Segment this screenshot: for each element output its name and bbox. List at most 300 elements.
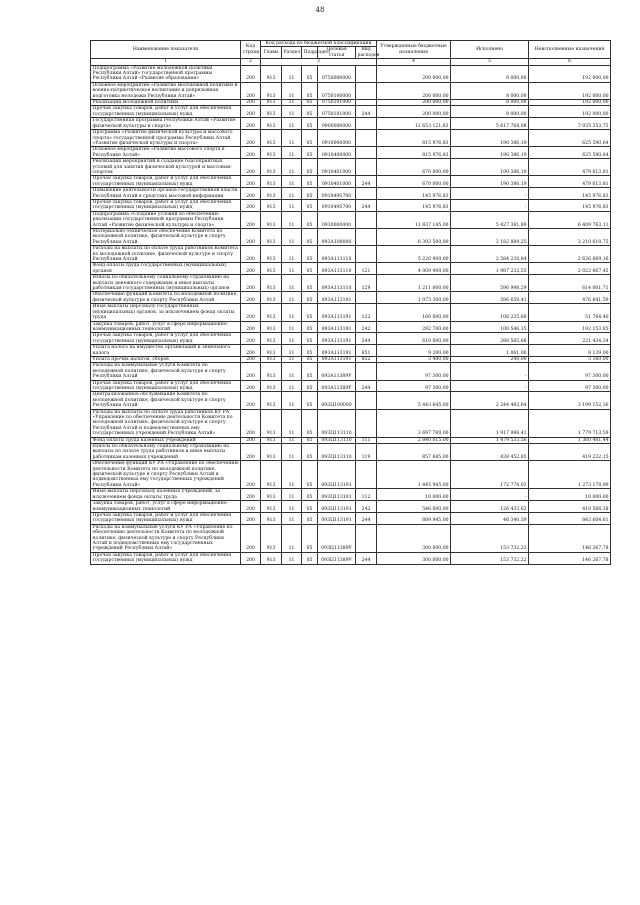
row-code: 200 <box>241 489 261 501</box>
row-main-code: 913 <box>261 159 282 176</box>
row-expense-type: 244 <box>356 333 377 345</box>
row-code: 200 <box>241 65 261 82</box>
row-executed: 153 732,22 <box>451 552 529 564</box>
row-name: Основное мероприятие «Развитие массового спорта в Республике Алтай» <box>91 147 241 159</box>
row-executed: 1 917 986,41 <box>451 409 529 437</box>
row-expense-type <box>356 461 377 489</box>
table-row <box>91 345 611 357</box>
row-approved: 200 000,00 <box>377 82 451 99</box>
row-main-code: 913 <box>261 444 282 461</box>
row-target-article: 0750101000 <box>318 106 356 118</box>
row-subsection: 05 <box>302 82 318 99</box>
row-expense-type: 122 <box>356 304 377 321</box>
row-name: Государственная программа Республики Алтай «Развитие физической культуры и спорта» <box>91 118 241 130</box>
row-main-code: 913 <box>261 292 282 304</box>
row-approved: 857 685,00 <box>377 444 451 461</box>
row-expense-type <box>356 130 377 147</box>
row-code: 200 <box>241 292 261 304</box>
row-target-article: 0910401000 <box>318 159 356 176</box>
row-unexecuted: 192 153,85 <box>529 321 611 333</box>
row-executed: - <box>451 363 529 380</box>
row-subsection: 05 <box>302 501 318 513</box>
row-unexecuted: 2 636 669,16 <box>529 246 611 263</box>
row-name: Уплата прочих налогов, сборов <box>91 356 241 362</box>
row-expense-type <box>356 246 377 263</box>
row-executed: 438 452,85 <box>451 444 529 461</box>
row-approved: 2 840 015,00 <box>377 437 451 443</box>
table-row <box>91 292 611 304</box>
row-section: 11 <box>282 392 302 409</box>
row-executed: 5 427 381,89 <box>451 211 529 228</box>
row-executed: 8 000,00 <box>451 106 529 118</box>
row-section: 11 <box>282 409 302 437</box>
row-section: 11 <box>282 461 302 489</box>
row-approved: 200 000,00 <box>377 65 451 82</box>
row-expense-type <box>356 118 377 130</box>
row-subsection: 05 <box>302 106 318 118</box>
row-target-article: 093Ц100000 <box>318 392 356 409</box>
row-name: Взносы по обязательному социальному страхованию на выплаты денежного содержания и иные выплаты работникам государственных (муниципальных) органов <box>91 275 241 292</box>
row-main-code: 913 <box>261 246 282 263</box>
row-unexecuted: 10 000,00 <box>529 489 611 501</box>
row-unexecuted: 97 300,00 <box>529 380 611 392</box>
row-target-article: 091049S700 <box>318 199 356 211</box>
row-subsection: 05 <box>302 437 318 443</box>
row-subsection: 05 <box>302 246 318 263</box>
row-target-article: 091049S700 <box>318 188 356 200</box>
row-unexecuted: 221 434,34 <box>529 333 611 345</box>
row-main-code: 913 <box>261 211 282 228</box>
row-subsection: 05 <box>302 552 318 564</box>
row-name: Прочая закупка товаров, работ и услуг для обеспечения государственных (муниципальных) нужд <box>91 176 241 188</box>
row-executed: 2 244 492,64 <box>451 392 529 409</box>
row-approved: 292 700,00 <box>377 321 451 333</box>
row-name: Закупка товаров, работ, услуг в сфере информационно-коммуникационных технологий <box>91 501 241 513</box>
row-code: 200 <box>241 176 261 188</box>
row-subsection: 05 <box>302 489 318 501</box>
row-name: Программа «Развитие физической культуры и массового спорта» государственной программы Республики Алтай «Развитие физической культуры и спорта» <box>91 130 241 147</box>
row-name: Прочая закупка товаров, работ и услуг для обеспечения государственных (муниципальных) нужд <box>91 106 241 118</box>
row-name: Расходы на коммунальные услуги КУ РА «Управление по обеспечению деятельности Комитета по молодежной политике, физической культуре и спорту Республики Алтай и подведомственных ему государственных учреждений Республики Алтай» <box>91 524 241 552</box>
row-executed: - <box>451 188 529 200</box>
row-code: 200 <box>241 106 261 118</box>
table-row <box>91 82 611 99</box>
row-unexecuted: 192 000,00 <box>529 106 611 118</box>
row-code: 200 <box>241 147 261 159</box>
row-approved: 200 000,00 <box>377 100 451 106</box>
row-target-article: 0930000000 <box>318 211 356 228</box>
row-name: Закупка товаров, работ, услуг в сфере информационно-коммуникационных технологий <box>91 321 241 333</box>
row-subsection: 05 <box>302 512 318 524</box>
row-target-article: 093Ц113110 <box>318 409 356 437</box>
header-row-1 <box>91 41 611 47</box>
row-expense-type <box>356 188 377 200</box>
row-subsection: 05 <box>302 211 318 228</box>
row-approved: 4 009 900,00 <box>377 263 451 275</box>
row-name: Фонд оплаты труда государственных (муниципальных) органов <box>91 263 241 275</box>
row-approved: 300 000,00 <box>377 524 451 552</box>
table-row <box>91 392 611 409</box>
row-executed: 190 386,19 <box>451 147 529 159</box>
row-expense-type: 244 <box>356 199 377 211</box>
row-code: 200 <box>241 229 261 246</box>
row-executed: - <box>451 199 529 211</box>
row-target-article: 093Ц113191 <box>318 489 356 501</box>
row-main-code: 913 <box>261 100 282 106</box>
row-executed: 8 000,00 <box>451 65 529 82</box>
row-code: 200 <box>241 356 261 362</box>
row-approved: 610 000,00 <box>377 333 451 345</box>
row-name: Фонд оплаты труда казенных учреждений <box>91 437 241 443</box>
row-unexecuted: 1 779 713,59 <box>529 409 611 437</box>
row-approved: 815 976,83 <box>377 130 451 147</box>
row-executed: 190 386,19 <box>451 176 529 188</box>
row-main-code: 913 <box>261 552 282 564</box>
row-subsection: 05 <box>302 363 318 380</box>
row-section: 11 <box>282 147 302 159</box>
row-unexecuted: 419 232,15 <box>529 444 611 461</box>
row-target-article: 0750100000 <box>318 82 356 99</box>
row-subsection: 05 <box>302 199 318 211</box>
row-target-article: 093Ц11389У <box>318 524 356 552</box>
row-unexecuted: 146 267,78 <box>529 524 611 552</box>
row-executed: 153 732,22 <box>451 524 529 552</box>
row-code: 200 <box>241 211 261 228</box>
row-code: 200 <box>241 275 261 292</box>
row-section: 11 <box>282 275 302 292</box>
row-main-code: 913 <box>261 229 282 246</box>
row-code: 200 <box>241 461 261 489</box>
row-expense-type: 242 <box>356 321 377 333</box>
row-subsection: 05 <box>302 159 318 176</box>
row-approved: 6 393 500,00 <box>377 229 451 246</box>
row-code: 200 <box>241 444 261 461</box>
row-subsection: 05 <box>302 304 318 321</box>
row-target-article: 093Ц113110 <box>318 437 356 443</box>
row-main-code: 913 <box>261 188 282 200</box>
row-executed: 2 584 230,84 <box>451 246 529 263</box>
row-target-article: 093А11389У <box>318 380 356 392</box>
row-executed: 8 000,00 <box>451 82 529 99</box>
row-code: 200 <box>241 501 261 513</box>
row-subsection: 05 <box>302 130 318 147</box>
row-unexecuted: 3 160,00 <box>529 356 611 362</box>
row-name: Материально-техническое обеспечение Комитета по молодежной политике, физической культуре и спорту Республики Алтай <box>91 229 241 246</box>
row-approved: 12 653 121,83 <box>377 118 451 130</box>
row-section: 11 <box>282 100 302 106</box>
row-approved: 1 211 000,00 <box>377 275 451 292</box>
row-approved: 5 220 900,00 <box>377 246 451 263</box>
row-section: 11 <box>282 304 302 321</box>
table-row <box>91 444 611 461</box>
row-code: 200 <box>241 82 261 99</box>
header-subsection: Подраздел <box>302 47 318 59</box>
row-approved: 5 443 645,00 <box>377 392 451 409</box>
col-index: 1 <box>91 59 241 65</box>
row-executed: 240,00 <box>451 356 529 362</box>
row-name: Уплата налога на имущество организаций и земельного налога <box>91 345 241 357</box>
row-code: 200 <box>241 552 261 564</box>
row-target-article: 093А113191 <box>318 292 356 304</box>
row-section: 11 <box>282 489 302 501</box>
table-row <box>91 229 611 246</box>
row-expense-type <box>356 524 377 552</box>
row-approved: 10 000,00 <box>377 489 451 501</box>
row-unexecuted: 6 409 763,11 <box>529 211 611 228</box>
row-executed: - <box>451 489 529 501</box>
header-target: Целевая статья <box>318 47 356 59</box>
row-name: Реализация молодежной политики <box>91 100 241 106</box>
row-target-article: 093Ц113110 <box>318 444 356 461</box>
row-main-code: 913 <box>261 118 282 130</box>
row-name: Подпрограмма «Создание условий по обеспечению реализации государственной программы Республики Алтай «Развитие физической культуры и спорта» <box>91 211 241 228</box>
row-unexecuted: 625 590,64 <box>529 130 611 147</box>
row-main-code: 913 <box>261 65 282 82</box>
row-code: 200 <box>241 118 261 130</box>
row-name: Расходы на коммунальные услуги Комитета по молодежной политике, физической культуре и спорту Республики Алтай <box>91 363 241 380</box>
table-row <box>91 65 611 82</box>
row-approved: 97 300,00 <box>377 363 451 380</box>
row-main-code: 913 <box>261 176 282 188</box>
table-row <box>91 552 611 564</box>
row-expense-type: 244 <box>356 176 377 188</box>
row-code: 200 <box>241 159 261 176</box>
row-approved: 11 837 145,00 <box>377 211 451 228</box>
table-row <box>91 304 611 321</box>
col-index: 6 <box>529 59 611 65</box>
row-section: 11 <box>282 512 302 524</box>
row-main-code: 913 <box>261 512 282 524</box>
table-row <box>91 106 611 118</box>
row-name: Подпрограмма «Развитие молодежной политики Республики Алтай» государственной программы Республики Алтай «Развитие образования» <box>91 65 241 82</box>
row-section: 11 <box>282 333 302 345</box>
row-section: 11 <box>282 211 302 228</box>
row-subsection: 05 <box>302 292 318 304</box>
row-main-code: 913 <box>261 263 282 275</box>
row-target-article: 093Ц113191 <box>318 501 356 513</box>
row-executed: 1 061,00 <box>451 345 529 357</box>
row-main-code: 913 <box>261 489 282 501</box>
row-target-article: 093А100000 <box>318 229 356 246</box>
row-section: 11 <box>282 552 302 564</box>
row-name: Обеспечение функций Комитета по молодежной политике, физической культуре и спорту Республики Алтай <box>91 292 241 304</box>
row-section: 11 <box>282 292 302 304</box>
row-code: 200 <box>241 333 261 345</box>
row-executed: 596 998,29 <box>451 275 529 292</box>
row-unexecuted: 192 000,00 <box>529 100 611 106</box>
row-code: 200 <box>241 199 261 211</box>
row-section: 11 <box>282 199 302 211</box>
row-expense-type: 121 <box>356 263 377 275</box>
row-executed: 5 617 768,08 <box>451 118 529 130</box>
row-subsection: 05 <box>302 444 318 461</box>
row-main-code: 913 <box>261 199 282 211</box>
row-expense-type: 244 <box>356 380 377 392</box>
row-expense-type <box>356 292 377 304</box>
row-subsection: 05 <box>302 188 318 200</box>
row-section: 11 <box>282 188 302 200</box>
row-subsection: 05 <box>302 275 318 292</box>
row-target-article: 093Ц113191 <box>318 512 356 524</box>
row-section: 11 <box>282 524 302 552</box>
row-expense-type: 129 <box>356 275 377 292</box>
row-expense-type: 244 <box>356 512 377 524</box>
row-section: 11 <box>282 246 302 263</box>
row-section: 11 <box>282 363 302 380</box>
row-unexecuted: 614 001,71 <box>529 275 611 292</box>
row-main-code: 913 <box>261 524 282 552</box>
row-code: 200 <box>241 130 261 147</box>
row-target-article: 093А113191 <box>318 356 356 362</box>
row-expense-type: 244 <box>356 106 377 118</box>
table-row <box>91 501 611 513</box>
header-executed: Исполнено <box>451 41 529 59</box>
row-name: Иные выплаты персоналу казенных учреждений, за исключением фонда оплаты труда <box>91 489 241 501</box>
table-row <box>91 211 611 228</box>
row-section: 11 <box>282 229 302 246</box>
row-target-article: 093А113191 <box>318 345 356 357</box>
row-expense-type <box>356 82 377 99</box>
row-section: 11 <box>282 444 302 461</box>
row-approved: 889 945,00 <box>377 512 451 524</box>
row-section: 11 <box>282 82 302 99</box>
row-name: Централизованное обслуживание Комитета по молодежной политике, физической культуре и спорту Республики Алтай <box>91 392 241 409</box>
row-subsection: 05 <box>302 333 318 345</box>
header-budget-code: Код расхода по бюджетной классификации <box>261 41 377 47</box>
col-index: 4 <box>377 59 451 65</box>
row-code: 200 <box>241 437 261 443</box>
row-name: Обеспечение функций КУ РА «Управление по обеспечению деятельности Комитета по молодежной политике, физической культуре и спорту Республики Алтай и подведомственных ему государственных учреждений Республики Алтай» <box>91 461 241 489</box>
table-row <box>91 461 611 489</box>
row-executed: 172 774,01 <box>451 461 529 489</box>
row-subsection: 05 <box>302 65 318 82</box>
row-section: 11 <box>282 501 302 513</box>
row-expense-type: 852 <box>356 356 377 362</box>
row-subsection: 05 <box>302 356 318 362</box>
row-main-code: 913 <box>261 345 282 357</box>
row-target-article: 093А11389У <box>318 363 356 380</box>
header-expense-type: Вид расходов <box>357 47 380 58</box>
row-code: 200 <box>241 304 261 321</box>
row-unexecuted: 419 566,38 <box>529 501 611 513</box>
row-target-article: 093А113110 <box>318 263 356 275</box>
row-name: Прочая закупка товаров, работ и услуг для обеспечения государственных (муниципальных) нужд <box>91 199 241 211</box>
row-unexecuted: 1 360 481,44 <box>529 437 611 443</box>
row-approved: 1 445 945,00 <box>377 461 451 489</box>
row-subsection: 05 <box>302 345 318 357</box>
row-name: Прочая закупка товаров, работ и услуг для обеспечения государственных (муниципальных) нужд <box>91 552 241 564</box>
row-main-code: 913 <box>261 461 282 489</box>
row-executed: 108 235,60 <box>451 304 529 321</box>
row-target-article: 093Ц11389У <box>318 552 356 564</box>
table-row <box>91 263 611 275</box>
row-unexecuted: 192 000,00 <box>529 65 611 82</box>
row-approved: 145 976,83 <box>377 188 451 200</box>
row-executed: 190 386,19 <box>451 130 529 147</box>
row-expense-type <box>356 159 377 176</box>
row-main-code: 913 <box>261 147 282 159</box>
table-row <box>91 363 611 380</box>
row-executed: 1 479 533,56 <box>451 437 529 443</box>
row-approved: 1 073 300,00 <box>377 292 451 304</box>
row-code: 200 <box>241 263 261 275</box>
row-unexecuted: 192 000,00 <box>529 82 611 99</box>
row-main-code: 913 <box>261 321 282 333</box>
row-expense-type <box>356 211 377 228</box>
table-row <box>91 130 611 147</box>
row-executed: 8 000,00 <box>451 100 529 106</box>
col-index: 2 <box>241 59 261 65</box>
row-main-code: 913 <box>261 304 282 321</box>
row-expense-type: 112 <box>356 489 377 501</box>
row-expense-type: 119 <box>356 444 377 461</box>
row-target-article: 093А113191 <box>318 333 356 345</box>
row-section: 11 <box>282 321 302 333</box>
row-target-article: 093А113191 <box>318 304 356 321</box>
row-expense-type: 242 <box>356 501 377 513</box>
row-section: 11 <box>282 345 302 357</box>
row-approved: 97 300,00 <box>377 380 451 392</box>
row-main-code: 913 <box>261 437 282 443</box>
row-section: 11 <box>282 263 302 275</box>
table-row <box>91 512 611 524</box>
row-approved: 200 000,00 <box>377 106 451 118</box>
row-executed: 100 546,15 <box>451 321 529 333</box>
row-main-code: 913 <box>261 106 282 118</box>
row-name: Взносы по обязательному социальному страхованию на выплаты по оплате труда работников и иные выплаты работникам казенных учреждений <box>91 444 241 461</box>
row-name: Расходы на выплаты по оплате труда работников Комитета по молодежной политике, физической культуре и спорту Республики Алтай <box>91 246 241 263</box>
row-unexecuted: 145 976,83 <box>529 199 611 211</box>
row-code: 200 <box>241 363 261 380</box>
row-main-code: 913 <box>261 363 282 380</box>
row-unexecuted: 625 590,64 <box>529 147 611 159</box>
table-row <box>91 118 611 130</box>
table-row <box>91 147 611 159</box>
row-name: Прочая закупка товаров, работ и услуг для обеспечения государственных (муниципальных) нужд <box>91 512 241 524</box>
row-executed: 1 987 232,55 <box>451 263 529 275</box>
row-main-code: 913 <box>261 275 282 292</box>
row-expense-type <box>356 65 377 82</box>
row-target-article: 093А113110 <box>318 246 356 263</box>
row-target-article: 0900000000 <box>318 118 356 130</box>
row-executed: 3 182 889,25 <box>451 229 529 246</box>
row-subsection: 05 <box>302 118 318 130</box>
row-unexecuted: 51 764,40 <box>529 304 611 321</box>
table-row <box>91 275 611 292</box>
row-section: 11 <box>282 65 302 82</box>
row-main-code: 913 <box>261 356 282 362</box>
row-subsection: 05 <box>302 147 318 159</box>
row-subsection: 05 <box>302 461 318 489</box>
row-target-article: 0750000000 <box>318 65 356 82</box>
row-expense-type <box>356 409 377 437</box>
row-section: 11 <box>282 106 302 118</box>
row-section: 11 <box>282 356 302 362</box>
table-row <box>91 333 611 345</box>
row-main-code: 913 <box>261 130 282 147</box>
row-unexecuted: 7 035 353,75 <box>529 118 611 130</box>
col-index: 5 <box>451 59 529 65</box>
header-section: Раздел <box>282 47 302 59</box>
row-subsection: 05 <box>302 176 318 188</box>
row-expense-type <box>356 363 377 380</box>
row-expense-type: 111 <box>356 437 377 443</box>
row-code: 200 <box>241 345 261 357</box>
row-code: 200 <box>241 188 261 200</box>
table-row <box>91 188 611 200</box>
row-unexecuted: 8 139,00 <box>529 345 611 357</box>
table-row <box>91 489 611 501</box>
